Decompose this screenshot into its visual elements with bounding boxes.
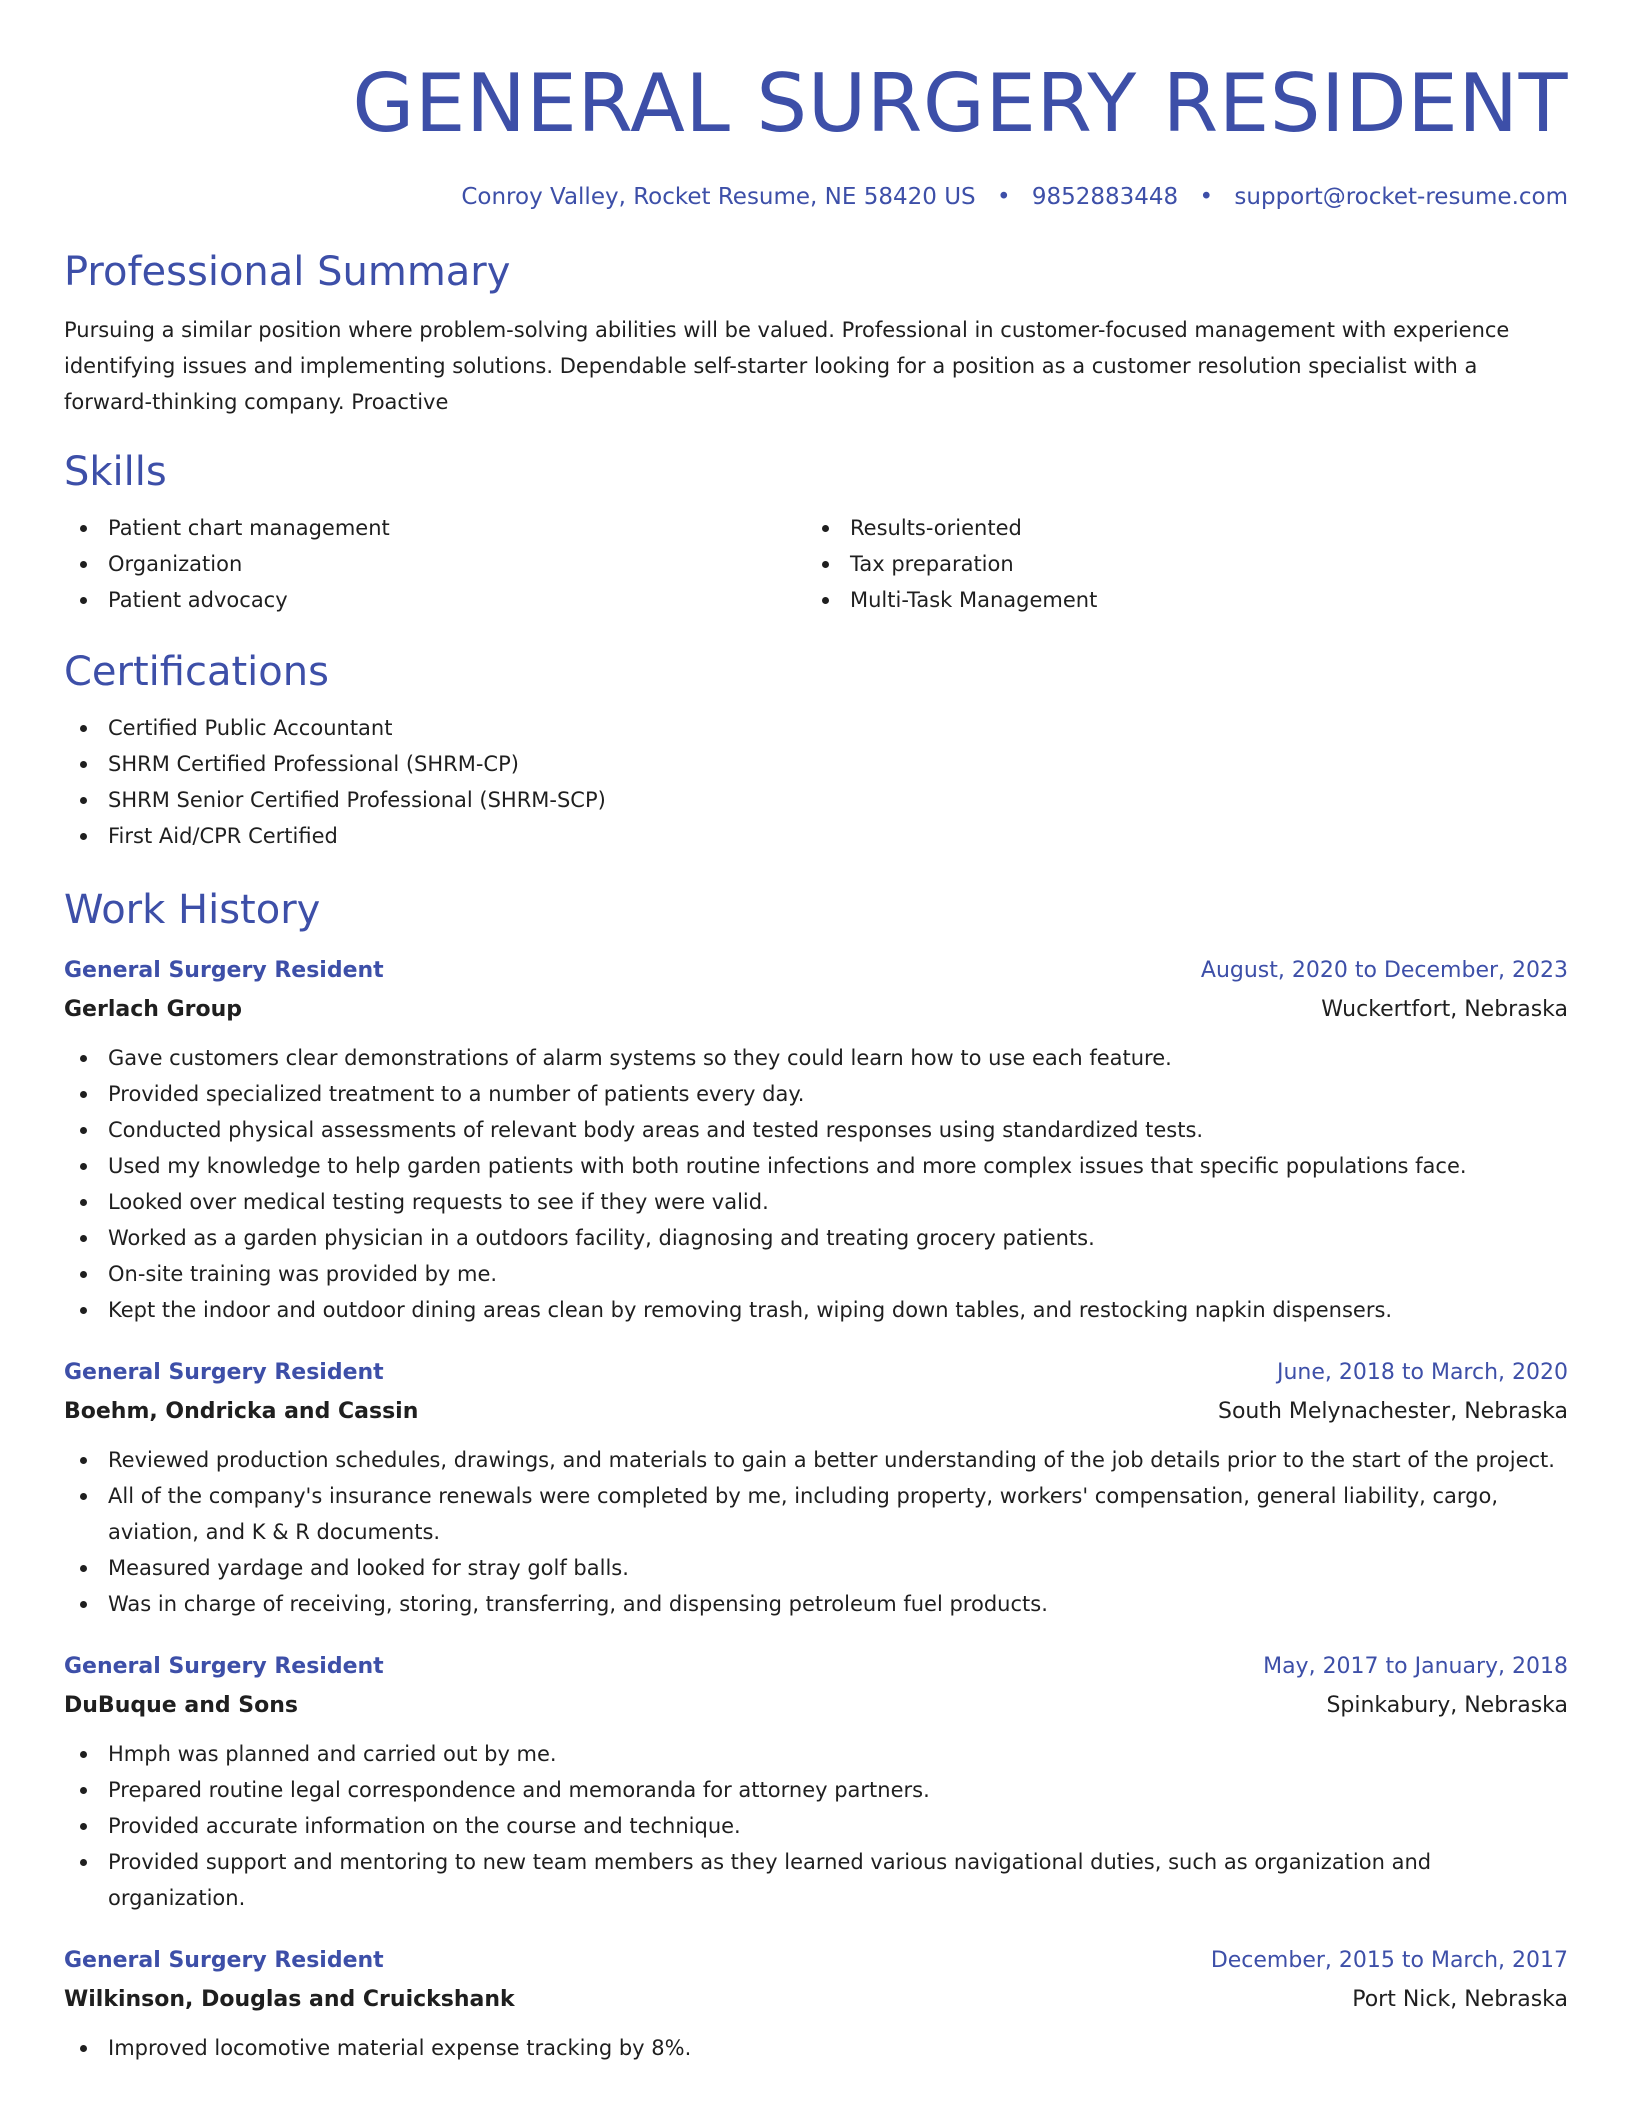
job-bullet: Reviewed production schedules, drawings, and materials to gain a better understanding of the job details prior to the start of the project. (64, 1442, 1568, 1478)
job-bullet: Gave customers clear demonstrations of alarm systems so they could learn how to use each feature. (64, 1040, 1568, 1076)
job-title: General Surgery Resident (64, 1654, 384, 1679)
skill-item: Patient chart management (64, 510, 806, 546)
job-title: General Surgery Resident (64, 958, 384, 983)
certification-item: SHRM Senior Certified Professional (SHRM-SCP) (64, 782, 1568, 818)
skill-item: Organization (64, 546, 806, 582)
certification-item: SHRM Certified Professional (SHRM-CP) (64, 746, 1568, 782)
job-location: Wuckertfort, Nebraska (1321, 997, 1568, 1022)
job-bullet: Conducted physical assessments of relevant body areas and tested responses using standardized tests. (64, 1112, 1568, 1148)
skill-item: Results-oriented (806, 510, 1548, 546)
job-bullet: Improved locomotive material expense tracking by 8%. (64, 2030, 1568, 2066)
summary-text: Pursuing a similar position where problem-solving abilities will be valued. Professional in customer-focused management with experience identifying issues and implementing solutions. Dependable self-starter looking for a position as a customer resolution specialist with a forward-thinking company. Proactive (64, 318, 1510, 414)
job-bullet: All of the company's insurance renewals were completed by me, including property, workers' compensation, general liability, cargo, aviation, and K & R documents. (64, 1478, 1568, 1550)
job-bullet: Used my knowledge to help garden patients with both routine infections and more complex issues that specific populations face. (64, 1148, 1568, 1184)
job-entry (64, 1942, 1568, 2066)
skills-list-right (806, 510, 1548, 618)
job-bullets (64, 1736, 1568, 1916)
contact-address: Conroy Valley, Rocket Resume, NE 58420 US (461, 184, 976, 210)
job-bullet: Prepared routine legal correspondence and memoranda for attorney partners. (64, 1772, 1568, 1808)
contact-phone[interactable]: 9852883448 (1031, 184, 1179, 210)
page-title: GENERAL SURGERY RESIDENT (352, 57, 1568, 150)
job-company: Wilkinson, Douglas and Cruickshank (64, 1987, 515, 2012)
job-bullets (64, 1040, 1568, 1328)
work-history-heading: Work History (64, 887, 321, 933)
summary-heading: Professional Summary (64, 249, 511, 295)
job-dates: June, 2018 to March, 2020 (1277, 1360, 1568, 1385)
job-bullet: Measured yardage and looked for stray golf balls. (64, 1550, 1568, 1586)
job-location: Port Nick, Nebraska (1352, 1987, 1568, 2012)
contact-separator: • (1199, 184, 1214, 210)
job-dates: August, 2020 to December, 2023 (1200, 958, 1568, 983)
skill-item: Patient advocacy (64, 582, 806, 618)
job-entry (64, 1354, 1568, 1622)
skill-item: Tax preparation (806, 546, 1548, 582)
job-company: Boehm, Ondricka and Cassin (64, 1399, 419, 1424)
skills-columns (64, 510, 1568, 618)
job-bullet: Provided accurate information on the course and technique. (64, 1808, 1568, 1844)
skill-item: Multi-Task Management (806, 582, 1548, 618)
job-company: Gerlach Group (64, 997, 243, 1022)
job-bullet: Provided support and mentoring to new team members as they learned various navigational duties, such as organization and organization. (64, 1844, 1568, 1916)
certification-item: First Aid/CPR Certified (64, 818, 1568, 854)
job-company: DuBuque and Sons (64, 1693, 298, 1718)
job-title: General Surgery Resident (64, 1360, 384, 1385)
job-bullet: Provided specialized treatment to a number of patients every day. (64, 1076, 1568, 1112)
job-dates: May, 2017 to January, 2018 (1263, 1654, 1568, 1679)
certifications-heading: Certifications (64, 649, 329, 695)
job-bullets (64, 2030, 1568, 2066)
skills-heading: Skills (64, 449, 167, 495)
contact-email[interactable]: support@rocket-resume.com (1234, 184, 1568, 210)
job-bullet: Hmph was planned and carried out by me. (64, 1736, 1568, 1772)
certifications-list (64, 710, 1568, 854)
job-dates: December, 2015 to March, 2017 (1210, 1948, 1568, 1973)
skills-list-left (64, 510, 806, 618)
job-bullet: Kept the indoor and outdoor dining areas clean by removing trash, wiping down tables, and restocking napkin dispensers. (64, 1292, 1568, 1328)
job-location: Spinkabury, Nebraska (1326, 1693, 1568, 1718)
job-bullet: Looked over medical testing requests to see if they were valid. (64, 1184, 1568, 1220)
contact-separator: • (996, 184, 1011, 210)
certification-item: Certified Public Accountant (64, 710, 1568, 746)
job-entry (64, 952, 1568, 1328)
resume-page (64, 0, 1568, 2066)
contact-line (64, 182, 1568, 212)
job-entry (64, 1648, 1568, 1916)
job-bullets (64, 1442, 1568, 1622)
job-bullet: On-site training was provided by me. (64, 1256, 1568, 1292)
job-bullet: Was in charge of receiving, storing, transferring, and dispensing petroleum fuel products. (64, 1586, 1568, 1622)
job-title: General Surgery Resident (64, 1948, 384, 1973)
job-bullet: Worked as a garden physician in a outdoors facility, diagnosing and treating grocery patients. (64, 1220, 1568, 1256)
job-location: South Melynachester, Nebraska (1217, 1399, 1568, 1424)
